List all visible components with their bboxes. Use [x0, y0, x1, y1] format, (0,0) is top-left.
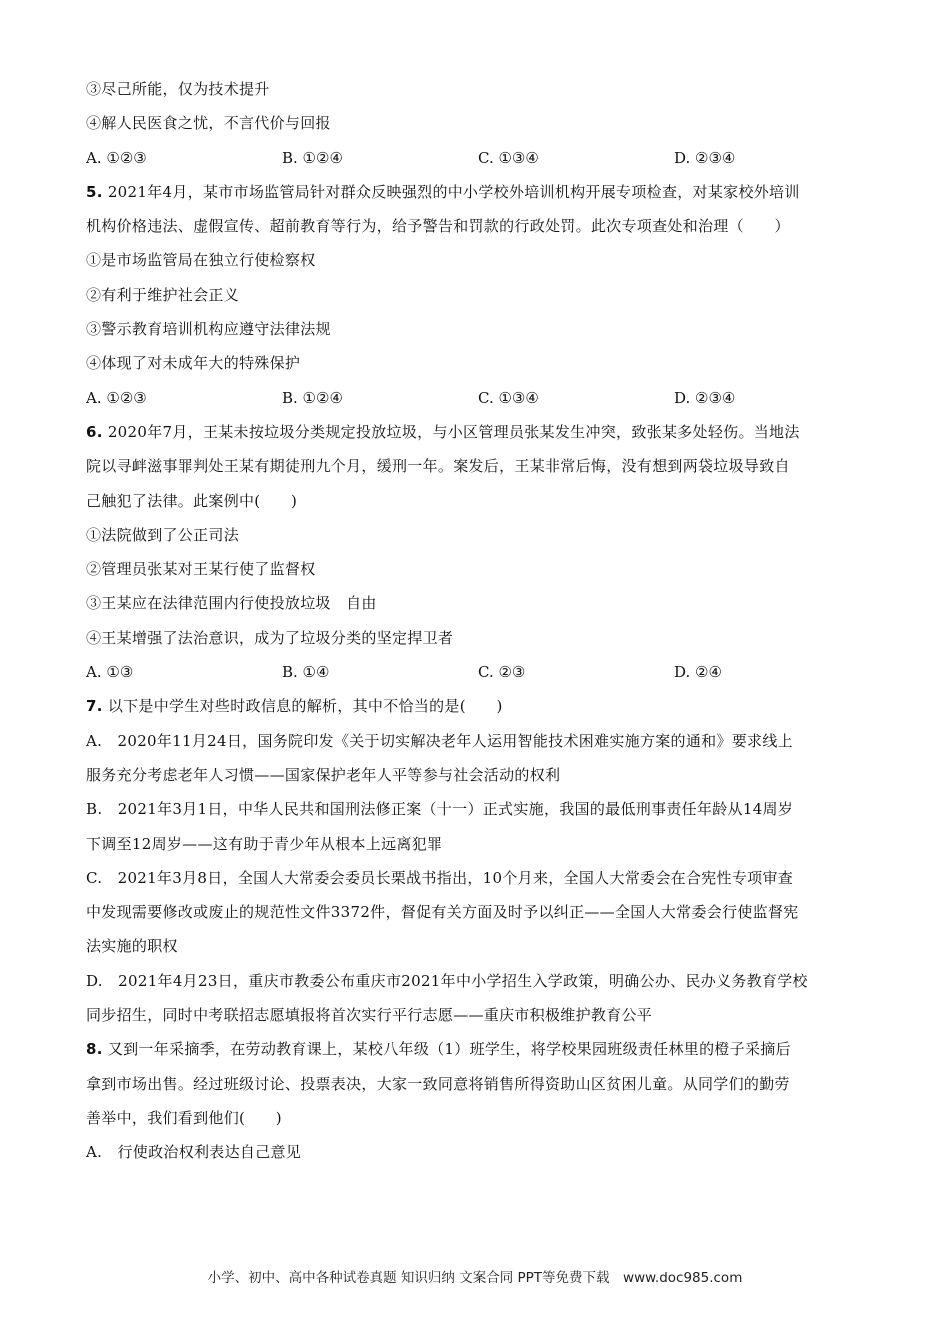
question-stem-line: 院以寻衅滋事罪判处王某有期徒刑九个月，缓刑一年。案发后，王某非常后悔，没有想到两袋垃圾导致自 [86, 457, 790, 476]
statement-item: ③尽己所能，仅为技术提升 [86, 80, 270, 98]
question-number: 6. [86, 422, 103, 441]
statement-item: ②管理员张某对王某行使了监督权 [86, 560, 316, 579]
option-line: C. 2021年3月8日，全国人大常委会委员长栗战书指出，10个月来，全国人大常委会在合宪性专项审查 [86, 868, 794, 887]
question-6 [86, 415, 870, 689]
question-number: 8. [86, 1040, 103, 1059]
option-a[interactable] [86, 724, 870, 793]
question-stem: 7. 以下是中学生对些时政信息的解析，其中不恰当的是( ) [86, 697, 503, 716]
question-stem-line: 善举中，我们看到他们( ) [86, 1108, 282, 1127]
page-footer: 小学、初中、高中各种试卷真题 知识归纳 文案合同 PPT等免费下载 www.doc985.com [207, 1270, 743, 1286]
option-b[interactable] [86, 792, 870, 861]
option-line: 中发现需要修改或废止的规范性文件3372件，督促有关方面及时予以纠正——全国人大常委会行使监督宪 [86, 903, 799, 922]
question-stem-line: 己触犯了法律。此案例中( ) [86, 491, 298, 510]
statement-item: ③王某应在法律范围内行使投放垃圾 自由 [86, 594, 377, 613]
option-line: 服务充分考虑老年人习惯——国家保护老年人平等参与社会活动的权利 [86, 765, 561, 784]
question-number: 7. [86, 697, 103, 716]
question-stem: 5. 2021年4月，某市市场监管局针对群众反映强烈的中小学校外培训机构开展专项检查，对某家校外培训 [86, 182, 800, 201]
question-stem: 8. 又到一年采摘季，在劳动教育课上，某校八年级（1）班学生，将学校果园班级责任林里的橙子采摘后 [86, 1040, 791, 1059]
statement-item: ③警示教育培训机构应遵守法律法规 [86, 320, 331, 339]
option-d[interactable] [86, 964, 870, 1033]
statement-item: ①是市场监管局在独立行使检察权 [86, 251, 316, 270]
option-line: 下调至12周岁——这有助于青少年从根本上远离犯罪 [86, 834, 443, 853]
option-line: A. 2020年11月24日，国务院印发《关于切实解决老年人运用智能技术困难实施方案的通和》要求线上 [86, 731, 793, 750]
answer-options [86, 381, 870, 415]
statement-item: ②有利于维护社会正义 [86, 285, 240, 304]
exam-page [86, 72, 870, 1170]
option-b[interactable]: B. ①②④ [282, 148, 343, 167]
answer-options [86, 141, 870, 175]
question-4 [86, 72, 870, 175]
option-b[interactable]: B. ①④ [282, 663, 330, 682]
option-line: D. 2021年4月23日，重庆市教委公布重庆市2021年中小学招生入学政策，明确公办、民办义务教育学校 [86, 971, 808, 990]
option-d[interactable]: D. ②④ [674, 663, 722, 682]
option-line: B. 2021年3月1日，中华人民共和国刑法修正案（十一）正式实施，我国的最低刑事责任年龄从14周岁 [86, 800, 794, 819]
question-number: 5. [86, 182, 103, 201]
question-stem: 6. 2020年7月，王某未按垃圾分类规定投放垃圾，与小区管理员张某发生冲突，致张某多处轻伤。当地法 [86, 422, 800, 441]
option-a[interactable]: A. ①③ [86, 663, 134, 682]
question-8 [86, 1032, 870, 1169]
option-c[interactable] [86, 861, 870, 964]
option-c[interactable]: C. ①③④ [478, 148, 539, 167]
statement-item: ④王某增强了法治意识，成为了垃圾分类的坚定捍卫者 [86, 628, 454, 647]
option-a[interactable]: A. ①②③ [86, 388, 147, 407]
question-5 [86, 175, 870, 415]
answer-options [86, 655, 870, 689]
option-line: 法实施的职权 [86, 937, 178, 956]
option-d[interactable]: D. ②③④ [674, 388, 736, 407]
question-stem-line: 拿到市场出售。经过班级讨论、投票表决，大家一致同意将销售所得资助山区贫困儿童。从同学们的勤劳 [86, 1074, 790, 1093]
option-a[interactable]: A. 行使政治权利表达自己意见 [86, 1143, 302, 1162]
option-c[interactable]: C. ①③④ [478, 388, 539, 407]
statement-item: ①法院做到了公正司法 [86, 525, 240, 544]
question-stem-line: 机构价格违法、虚假宣传、超前教育等行为，给予警告和罚款的行政处罚。此次专项查处和治理（ ） [86, 217, 790, 236]
option-c[interactable]: C. ②③ [478, 663, 526, 682]
question-7 [86, 689, 870, 1032]
option-line: 同步招生，同时中考联招志愿填报将首次实行平行志愿——重庆市积极维护教育公平 [86, 1006, 653, 1025]
statement-item: ④解人民医食之忧，不言代价与回报 [86, 114, 331, 133]
option-b[interactable]: B. ①②④ [282, 388, 343, 407]
option-d[interactable]: D. ②③④ [674, 148, 736, 167]
option-a[interactable]: A. ①②③ [86, 148, 147, 167]
statement-item: ④体现了对未成年大的特殊保护 [86, 354, 301, 373]
